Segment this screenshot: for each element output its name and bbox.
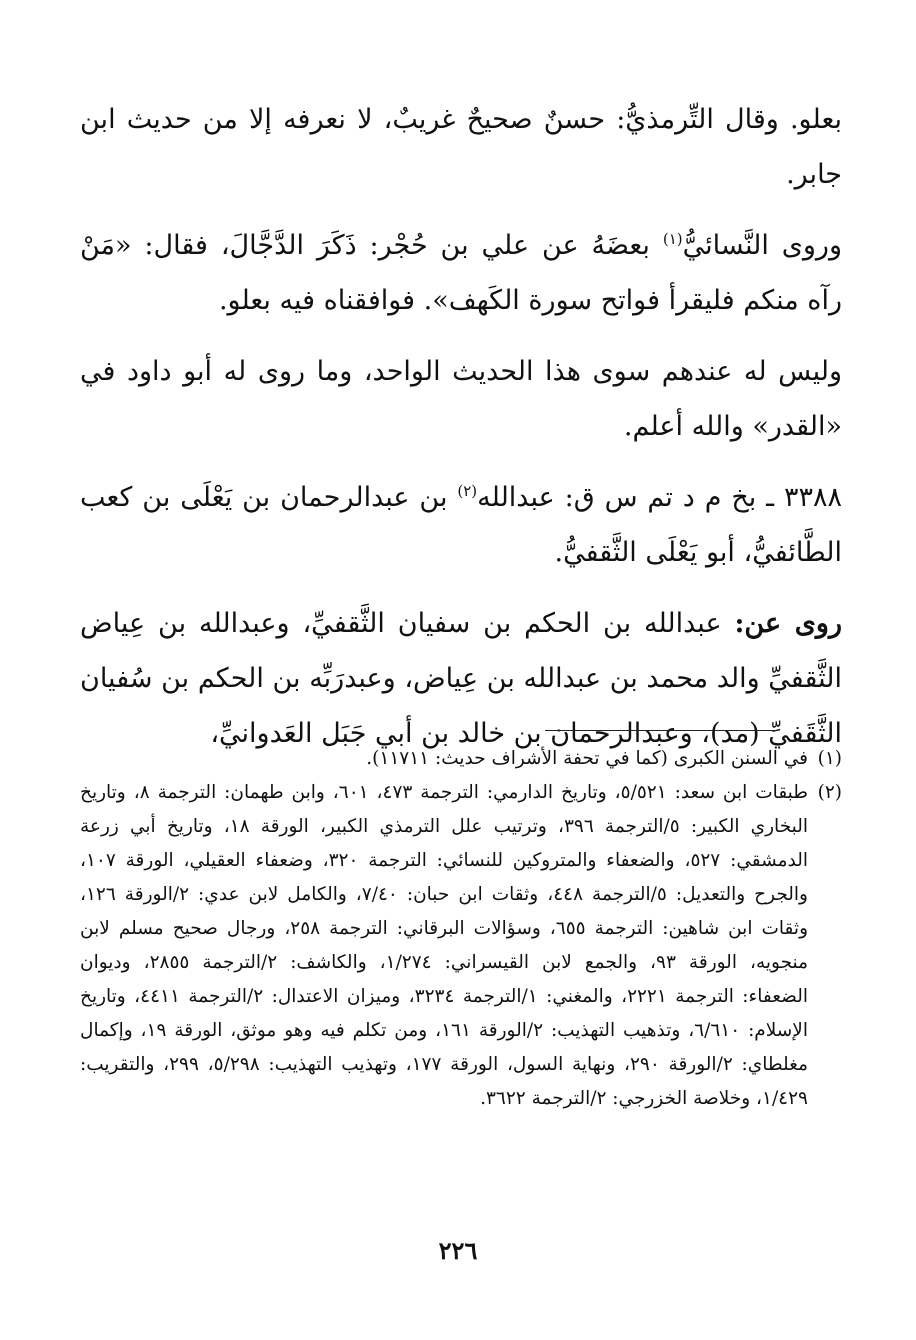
paragraph-2-rest: بعضَهُ عن علي بن حُجْر: ذَكَرَ الدَّجَّالَ، فقال: «مَنْ رآه منكم فليقرأ فواتح سورة الكَهف». فوافقناه فيه بعلو. [80,230,842,316]
footnote-separator [545,730,777,731]
footnote-1-text: في السنن الكبرى (كما في تحفة الأشراف حديث: ١١٧١١). [366,748,808,769]
footnote-ref-1: (١) [662,230,683,248]
paragraph-2 [80,218,842,328]
footnote-ref-2: (٢) [457,482,478,500]
paragraph-1 [80,92,842,202]
entry-start: ٣٣٨٨ ـ بخ م د تم س ق: عبدالله [477,482,842,513]
narrated-from-label: روى عن: [734,608,843,639]
footnotes [80,742,842,1116]
biography-entry-heading [80,470,842,580]
footnote-2 [80,776,842,1116]
entry-rest: بن عبدالرحمان بن يَعْلَى بن كعب الطَّائفيُّ، أبو يَعْلَى الثَّقفيُّ. [80,482,842,568]
page-number: ٢٢٦ [438,1236,478,1265]
narrators-text: عبدالله بن الحكم بن سفيان الثَّقفيِّ، وعبدالله بن عِياض الثَّقفيِّ والد محمد بن عبدالله بن عِياض، وعبدرَبِّه بن الحكم بن سُفيان الثَّقَفيِّ (مد)، وعبدالرحمان بن خالد بن أبي جَبَل العَدوانيِّ، [80,608,842,749]
paragraph-2-start: وروى النَّسائيُّ [682,230,842,261]
footnote-2-text: طبقات ابن سعد: ٥/٥٢١، وتاريخ الدارمي: الترجمة ٤٧٣، ٦٠١، وابن طهمان: الترجمة ٨، وتاريخ البخاري الكبير: ٥/الترجمة ٣٩٦، وترتيب علل الترمذي الكبير، الورقة ١٨، وتاريخ أبي زرعة الدمشقي: ٥٢٧، والضعفاء والمتروكين للنسائي: الترجمة ٣٢٠، وضعفاء العقيلي، الورقة ١٠٧، والجرح والتعديل: ٥/الترجمة ٤٤٨، وثقات ابن حبان: ٧/٤٠، والكامل لابن عدي: ٢/الورقة ١٢٦، وثقات ابن شاهين: الترجمة ٦٥٥، وسؤالات البرقاني: الترجمة ٢٥٨، ورجال صحيح مسلم لابن منجويه، الورقة ٩٣، والجمع لابن القيسراني: ١/٢٧٤، والكاشف: ٢/الترجمة ٢٨٥٥، وديوان الضعفاء: الترجمة ٢٢٢١، والمغني: ١/الترجمة ٣٢٣٤، وميزان الاعتدال: ٢/الترجمة ٤٤١١، وتاريخ الإسلام: ٦/٦١٠، وتذهيب التهذيب: ٢/الورقة ١٦١، ومن تكلم فيه وهو موثق، الورقة ١٩، وإكمال مغلطاي: ٢/الورقة ٢٩٠، ونهاية السول، الورقة ١٧٧، وتهذيب التهذيب: ٥/٢٩٨، ٢٩٩، والتقريب: ١/٤٢٩، وخلاصة الخزرجي: ٢/الترجمة ٣٦٢٢. [80,782,809,1109]
main-text [80,92,842,777]
paragraph-narrators [80,596,842,761]
paragraph-1-text: بعلو. وقال التِّرمذيُّ: حسنٌ صحيحٌ غريبٌ، لا نعرفه إلا من حديث ابن جابر. [80,104,842,190]
paragraph-3-text: وليس له عندهم سوى هذا الحديث الواحد، وما روى له أبو داود في «القدر» والله أعلم. [80,356,842,442]
footnote-1-number: (١) [817,748,842,769]
paragraph-3 [80,344,842,454]
footnote-2-number: (٢) [817,782,842,803]
footnote-1 [80,742,842,776]
